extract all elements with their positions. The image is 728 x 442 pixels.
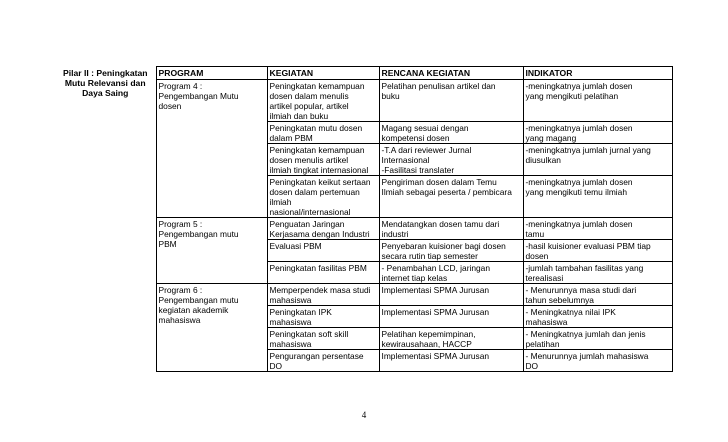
header-program: PROGRAM [156,67,267,80]
indikator-cell: - Menurunnya jumlah mahasiswa DO [523,350,672,372]
kegiatan-cell: Peningkatan kemampuan dosen menulis artikel ilmiah tingkat internasional [267,144,379,176]
program-6-cell: Program 6 : Pengembangan mutu kegiatan akademik mahasiswa [156,284,267,372]
rencana-cell: Pelatihan kepemimpinan, kewirausahaan, HACCP [379,328,523,350]
program-4-cell: Program 4 : Pengembangan Mutu dosen [156,80,267,218]
indikator-cell: - Meningkatnya nilai IPK mahasiswa [523,306,672,328]
indikator-cell: - Meningkatnya jumlah dan jenis pelatihan [523,328,672,350]
kegiatan-cell: Penguatan Jaringan Kerjasama dengan Industri [267,218,379,240]
indikator-cell: -meningkatnya jumlah dosen yang mengikuti pelatihan [523,80,672,122]
indikator-cell: -meningkatnya jumlah jurnal yang diusulkan [523,144,672,176]
kegiatan-cell: Peningkatan mutu dosen dalam PBM [267,122,379,144]
kegiatan-cell: Peningkatan IPK mahasiswa [267,306,379,328]
header-indikator: INDIKATOR [523,67,672,80]
kegiatan-cell: Evaluasi PBM [267,240,379,262]
page-number: 4 [361,410,367,420]
header-kegiatan: KEGIATAN [267,67,379,80]
rencana-cell: - Penambahan LCD, jaringan internet tiap kelas [379,262,523,284]
rencana-cell: Implementasi SPMA Jurusan [379,350,523,372]
indikator-cell: -meningkatnya jumlah dosen yang mengikuti temu ilmiah [523,176,672,218]
program-table [55,66,673,372]
table-header-row [55,67,672,80]
kegiatan-cell: Peningkatan keikut sertaan dosen dalam pertemuan ilmiah nasional/internasional [267,176,379,218]
indikator-cell: -meningkatnya jumlah dosen yang magang [523,122,672,144]
indikator-cell: -jumlah tambahan fasilitas yang terealisasi [523,262,672,284]
pillar-label: Pilar II : Peningkatan Mutu Relevansi dan Daya Saing [62,67,148,98]
rencana-cell: Implementasi SPMA Jurusan [379,306,523,328]
rencana-cell: -T.A dari reviewer Jurnal Internasional -Fasilitasi translater [379,144,523,176]
indikator-cell: -hasil kuisioner evaluasi PBM tiap dosen [523,240,672,262]
indikator-cell: - Menurunnya masa studi dari tahun sebelumnya [523,284,672,306]
kegiatan-cell: Peningkatan kemampuan dosen dalam menulis artikel popular, artikel ilmiah dan buku [267,80,379,122]
kegiatan-cell: Peningkatan fasilitas PBM [267,262,379,284]
header-rencana: RENCANA KEGIATAN [379,67,523,80]
rencana-cell: Magang sesuai dengan kompetensi dosen [379,122,523,144]
kegiatan-cell: Pengurangan persentase DO [267,350,379,372]
rencana-cell: Penyebaran kuisioner bagi dosen secara rutin tiap semester [379,240,523,262]
program-5-cell: Program 5 : Pengembangan mutu PBM [156,218,267,284]
rencana-cell: Implementasi SPMA Jurusan [379,284,523,306]
rencana-cell: Pelatihan penulisan artikel dan buku [379,80,523,122]
rencana-cell: Mendatangkan dosen tamu dari industri [379,218,523,240]
indikator-cell: -meningkatnya jumlah dosen tamu [523,218,672,240]
kegiatan-cell: Peningkatan soft skill mahasiswa [267,328,379,350]
rencana-cell: Pengiriman dosen dalam Temu Ilmiah sebagai peserta / pembicara [379,176,523,218]
kegiatan-cell: Memperpendek masa studi mahasiswa [267,284,379,306]
